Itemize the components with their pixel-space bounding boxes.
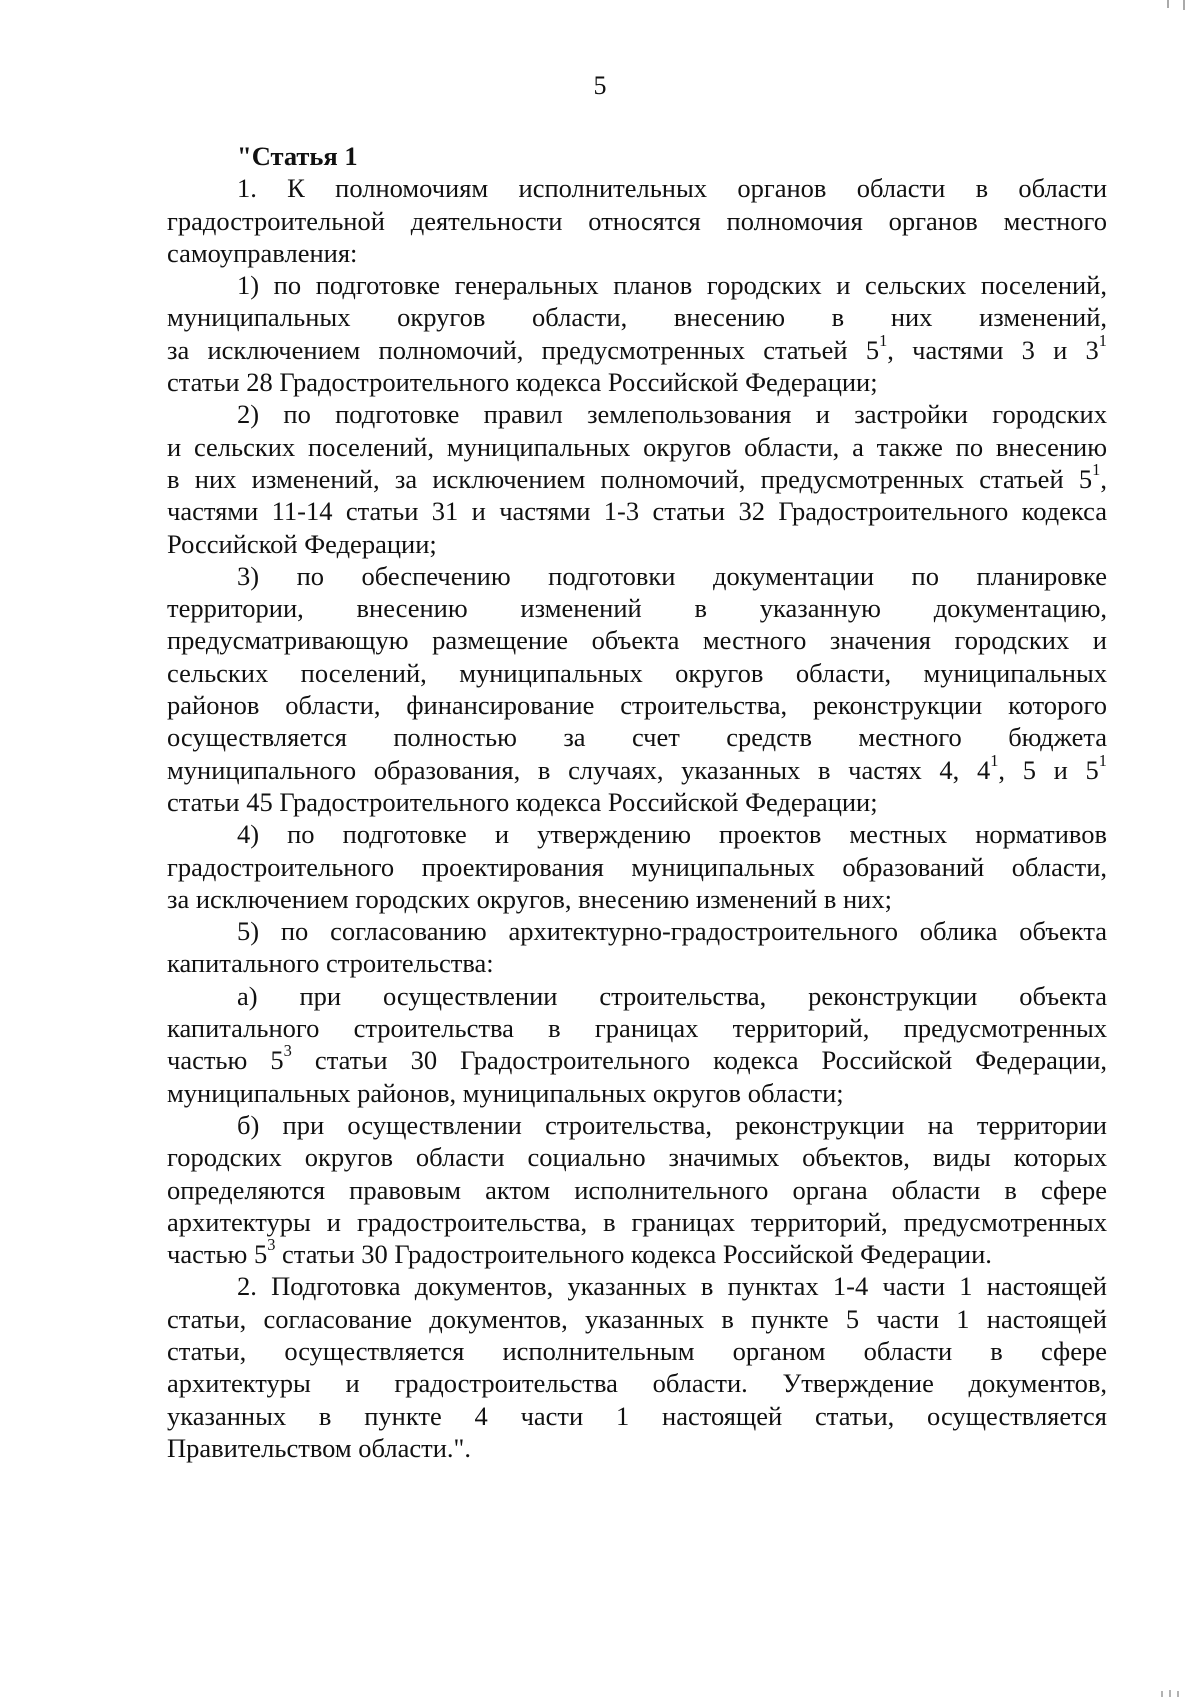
superscript: 1 [1098, 330, 1108, 350]
superscript: 3 [267, 1234, 276, 1254]
text-line: районов области, финансирование строительства, реконструкции которого [167, 690, 1107, 721]
text-line [167, 330, 1108, 366]
text-line: муниципальных округов области, внесению в них изменений, [167, 302, 1107, 333]
text-fragment: , частями 3 и 3 [887, 334, 1099, 365]
text-line: а) при осуществлении строительства, реконструкции объекта [237, 980, 1107, 1011]
text-line: статьи 28 Градостроительного кодекса Российской Федерации; [167, 367, 878, 398]
text-line [167, 1234, 1107, 1270]
superscript: 3 [283, 1041, 292, 1061]
text-line: самоуправления: [167, 237, 358, 268]
scan-corner-mark-top [1148, 0, 1188, 12]
article-heading: "Статья 1 [237, 141, 358, 171]
text-line: статьи 45 Градостроительного кодекса Российской Федерации; [167, 786, 878, 817]
text-line: архитектуры и градостроительства, в границах территорий, предусмотренных [167, 1206, 1107, 1237]
text-line: архитектуры и градостроительства области. Утверждение документов, [167, 1368, 1107, 1399]
text-line: сельских поселений, муниципальных округов области, муниципальных [167, 657, 1107, 688]
text-line: определяются правовым актом исполнительного органа области в сфере [167, 1174, 1107, 1205]
text-line: 1. К полномочиям исполнительных органов области в области [237, 173, 1107, 204]
text-fragment: в них изменений, за исключением полномочий, предусмотренных статьей 5 [167, 463, 1093, 494]
text-line: муниципальных районов, муниципальных округов области; [167, 1077, 844, 1108]
text-line: осуществляется полностью за счет средств местного бюджета [167, 722, 1107, 753]
text-line: предусматривающую размещение объекта местного значения городских и [167, 625, 1107, 656]
text-line: 2. Подготовка документов, указанных в пунктах 1-4 части 1 настоящей [237, 1271, 1107, 1302]
text-line [167, 1041, 1107, 1076]
text-line: 5) по согласованию архитектурно-градостроительного облика объекта [237, 916, 1107, 947]
text-line [167, 750, 1107, 786]
text-line: Российской Федерации; [167, 528, 437, 559]
text-line: 1) по подготовке генеральных планов городских и сельских поселений, [237, 270, 1107, 301]
text-fragment: статьи 30 Градостроительного кодекса Российской Федерации. [275, 1239, 992, 1270]
superscript: 1 [1092, 459, 1101, 479]
text-fragment: частью 5 [167, 1045, 284, 1076]
text-line: статьи, согласование документов, указанных в пункте 5 части 1 настоящей [167, 1303, 1107, 1334]
superscript: 1 [990, 750, 999, 770]
superscript: 1 [879, 330, 888, 350]
page-number: 5 [593, 71, 607, 100]
text-line: 4) по подготовке и утверждению проектов местных нормативов [237, 819, 1107, 850]
text-line: капитального строительства: [167, 948, 494, 979]
text-line: частями 11-14 статьи 31 и частями 1-3 статьи 32 Градостроительного кодекса [167, 496, 1107, 527]
text-line: и сельских поселений, муниципальных округов области, а также по внесению [167, 431, 1107, 462]
text-fragment: частью 5 [167, 1239, 268, 1270]
text-line: капитального строительства в границах территорий, предусмотренных [167, 1013, 1107, 1044]
text-fragment: статьи 30 Градостроительного кодекса Российской Федерации, [291, 1045, 1107, 1076]
text-line: Правительством области.". [167, 1432, 471, 1463]
text-line [167, 459, 1107, 495]
text-line: 3) по обеспечению подготовки документации по планировке [237, 560, 1107, 591]
text-fragment: , 5 и 5 [998, 754, 1099, 785]
text-line: б) при осуществлении строительства, реконструкции на территории [237, 1109, 1107, 1140]
text-line: городских округов области социально значимых объектов, виды которых [167, 1142, 1107, 1173]
text-line: статьи, осуществляется исполнительным органом области в сфере [167, 1335, 1107, 1366]
text-line: градостроительной деятельности относятся полномочия органов местного [167, 205, 1107, 236]
text-fragment: муниципального образования, в случаях, указанных в частях 4, 4 [167, 754, 991, 785]
article-text [167, 140, 1107, 1464]
superscript: 1 [1098, 750, 1107, 770]
text-fragment: за исключением полномочий, предусмотренных статьей 5 [167, 334, 880, 365]
text-line: 2) по подготовке правил землепользования и застройки городских [237, 399, 1107, 430]
text-line: территории, внесению изменений в указанную документацию, [167, 593, 1107, 624]
text-fragment: , [1100, 463, 1107, 494]
scan-corner-mark-bottom [1148, 1685, 1188, 1697]
text-line: за исключением городских округов, внесению изменений в них; [167, 883, 892, 914]
text-line: указанных в пункте 4 части 1 настоящей статьи, осуществляется [167, 1400, 1107, 1431]
text-line: градостроительного проектирования муниципальных образований области, [167, 851, 1107, 882]
